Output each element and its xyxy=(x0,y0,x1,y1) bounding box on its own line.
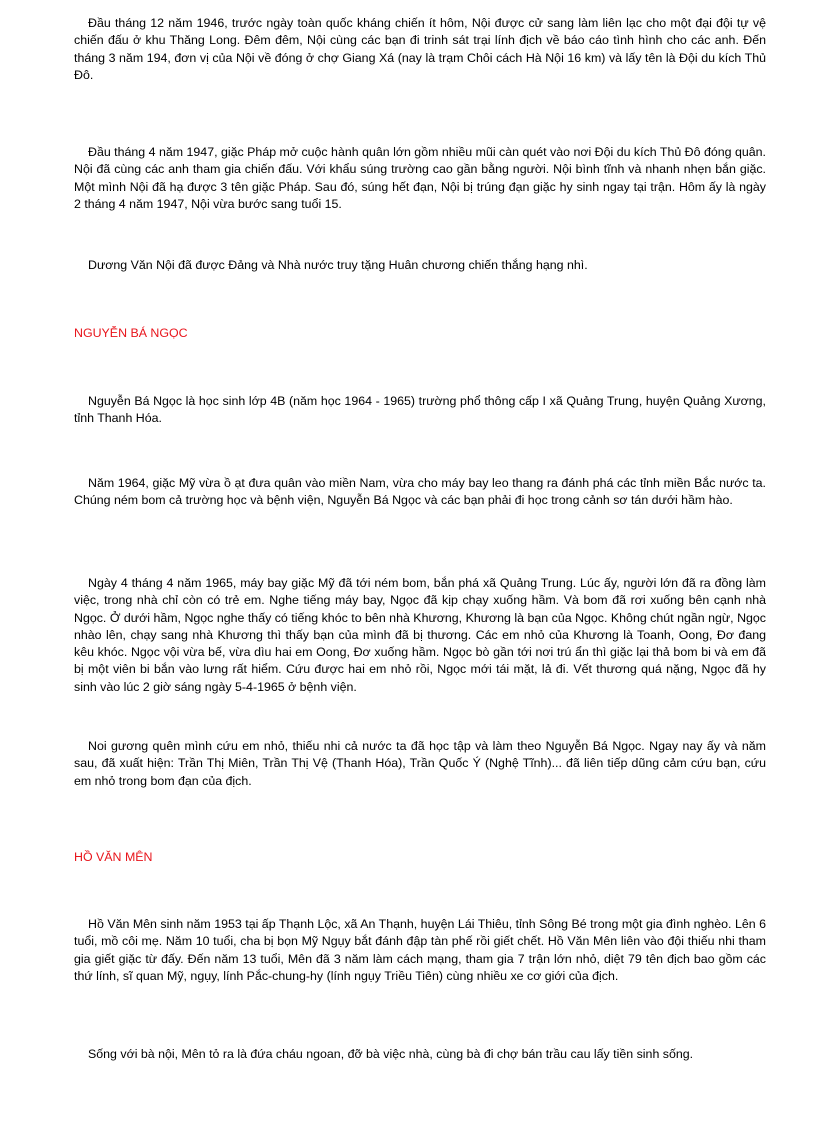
paragraph-ngoc-noi-guong: Noi gương quên mình cứu em nhỏ, thiếu nhi cả nước ta đã học tập và làm theo Nguyễn Bá Ngọc. Ngay nay ấy và năm sau, đã xuất hiện: Trần Thị Miên, Trần Thị Vệ (Thanh Hóa), Trần Quốc Ý (Nghệ Tĩnh)... đã liên tiếp dũng cảm cứu bạn, cứu em nhỏ trong bom đạn của địch. xyxy=(74,739,766,788)
paragraph-ngoc-cuu-em: Ngày 4 tháng 4 năm 1965, máy bay giặc Mỹ đã tới ném bom, bắn phá xã Quảng Trung. Lúc ấy, người lớn đã ra đồng làm việc, trong nhà chỉ còn có trẻ em. Nghe tiếng máy bay, Ngọc đã kịp chạy xuống hầm. Và bom đã rơi xuống bên cạnh nhà Ngọc. Ở dưới hầm, Ngọc nghe thấy có tiếng khóc to bên nhà Khương, Khương là bạn của Ngọc. Không chút ngần ngừ, Ngọc nhào lên, chạy sang nhà Khương thì thấy bạn của mình đã bị thương. Các em nhỏ của Khương là Toanh, Oong, Đơ đang kêu khóc. Ngọc vội vừa bế, vừa dìu hai em Oong, Đơ xuống hầm. Ngọc bò gần tới nơi trú ẩn thì giặc lại thả bom bi và em đã bị một viên bi bắn vào lưng rất hiểm. Cứu được hai em nhỏ rồi, Ngọc mới tái mặt, lả đi. Vết thương quá nặng, Ngọc đã hy sinh vào lúc 2 giờ sáng ngày 5-4-1965 ở bệnh viện. xyxy=(74,576,766,694)
paragraph-ngoc-hoc-sinh: Nguyễn Bá Ngọc là học sinh lớp 4B (năm học 1964 - 1965) trường phổ thông cấp I xã Quảng Trung, huyện Quảng Xương, tỉnh Thanh Hóa. xyxy=(74,394,766,426)
paragraph-ngoc-so-tan: Năm 1964, giặc Mỹ vừa ồ ạt đưa quân vào miền Nam, vừa cho máy bay leo thang ra đánh phá các tỉnh miền Bắc nước ta. Chúng ném bom cả trường học và bệnh viện, Nguyễn Bá Ngọc và các bạn phải đi học trong cảnh sơ tán dưới hầm hào. xyxy=(74,476,766,508)
paragraph-men-ba-noi: Sống với bà nội, Mên tỏ ra là đứa cháu ngoan, đỡ bà việc nhà, cùng bà đi chợ bán trầu cau lấy tiền sinh sống. xyxy=(88,1047,694,1061)
paragraph-men-tieu-su: Hồ Văn Mên sinh năm 1953 tại ấp Thạnh Lộc, xã An Thạnh, huyện Lái Thiêu, tỉnh Sông Bé trong một gia đình nghèo. Lên 6 tuổi, mồ côi mẹ. Năm 10 tuổi, cha bị bọn Mỹ Ngụy bắt đánh đập tàn phế rồi giết chết. Hồ Văn Mên liên vào đội thiếu nhi tham gia giết giặc từ đấy. Đến năm 13 tuổi, Mên đã 3 năm làm cách mạng, tham gia 7 trận lớn nhỏ, diệt 79 tên địch bao gồm các thứ lính, sĩ quan Mỹ, ngụy, lính Pắc-chung-hy (lính ngụy Triều Tiên) cùng nhiều xe cơ giới của địch. xyxy=(74,917,766,983)
section-heading-ho-van-men: HỒ VĂN MÊN xyxy=(74,850,153,864)
paragraph-noi-thang-long: Đầu tháng 12 năm 1946, trước ngày toàn quốc kháng chiến ít hôm, Nội được cử sang làm liên lạc cho một đại đội tự vệ chiến đấu ở khu Thăng Long. Đêm đêm, Nội cùng các bạn đi trinh sát trại lính địch về báo cáo tình hình cho các anh. Đến tháng 3 năm 194, đơn vị của Nội về đóng ở chợ Giang Xá (nay là trạm Chôi cách Hà Nội 16 km) và lấy tên là Đội du kích Thủ Đô. xyxy=(74,16,766,82)
paragraph-noi-hy-sinh: Đầu tháng 4 năm 1947, giặc Pháp mở cuộc hành quân lớn gồm nhiều mũi càn quét vào nơi Đội du kích Thủ Đô đóng quân. Nội đã cùng các anh tham gia chiến đấu. Với khẩu súng trường cao gần bằng người. Nội bình tĩnh và nhanh nhẹn bắn giặc. Một mình Nội đã hạ được 3 tên giặc Pháp. Sau đó, súng hết đạn, Nội bị trúng đạn giặc hy sinh ngay tại trận. Hôm ấy là ngày 2 tháng 4 năm 1947, Nội vừa bước sang tuổi 15. xyxy=(74,145,766,211)
paragraph-noi-huan-chuong: Dương Văn Nội đã được Đảng và Nhà nước truy tặng Huân chương chiến thắng hạng nhì. xyxy=(88,258,588,272)
section-heading-nguyen-ba-ngoc: NGUYỄN BÁ NGỌC xyxy=(74,326,188,340)
document-page xyxy=(74,0,766,1123)
